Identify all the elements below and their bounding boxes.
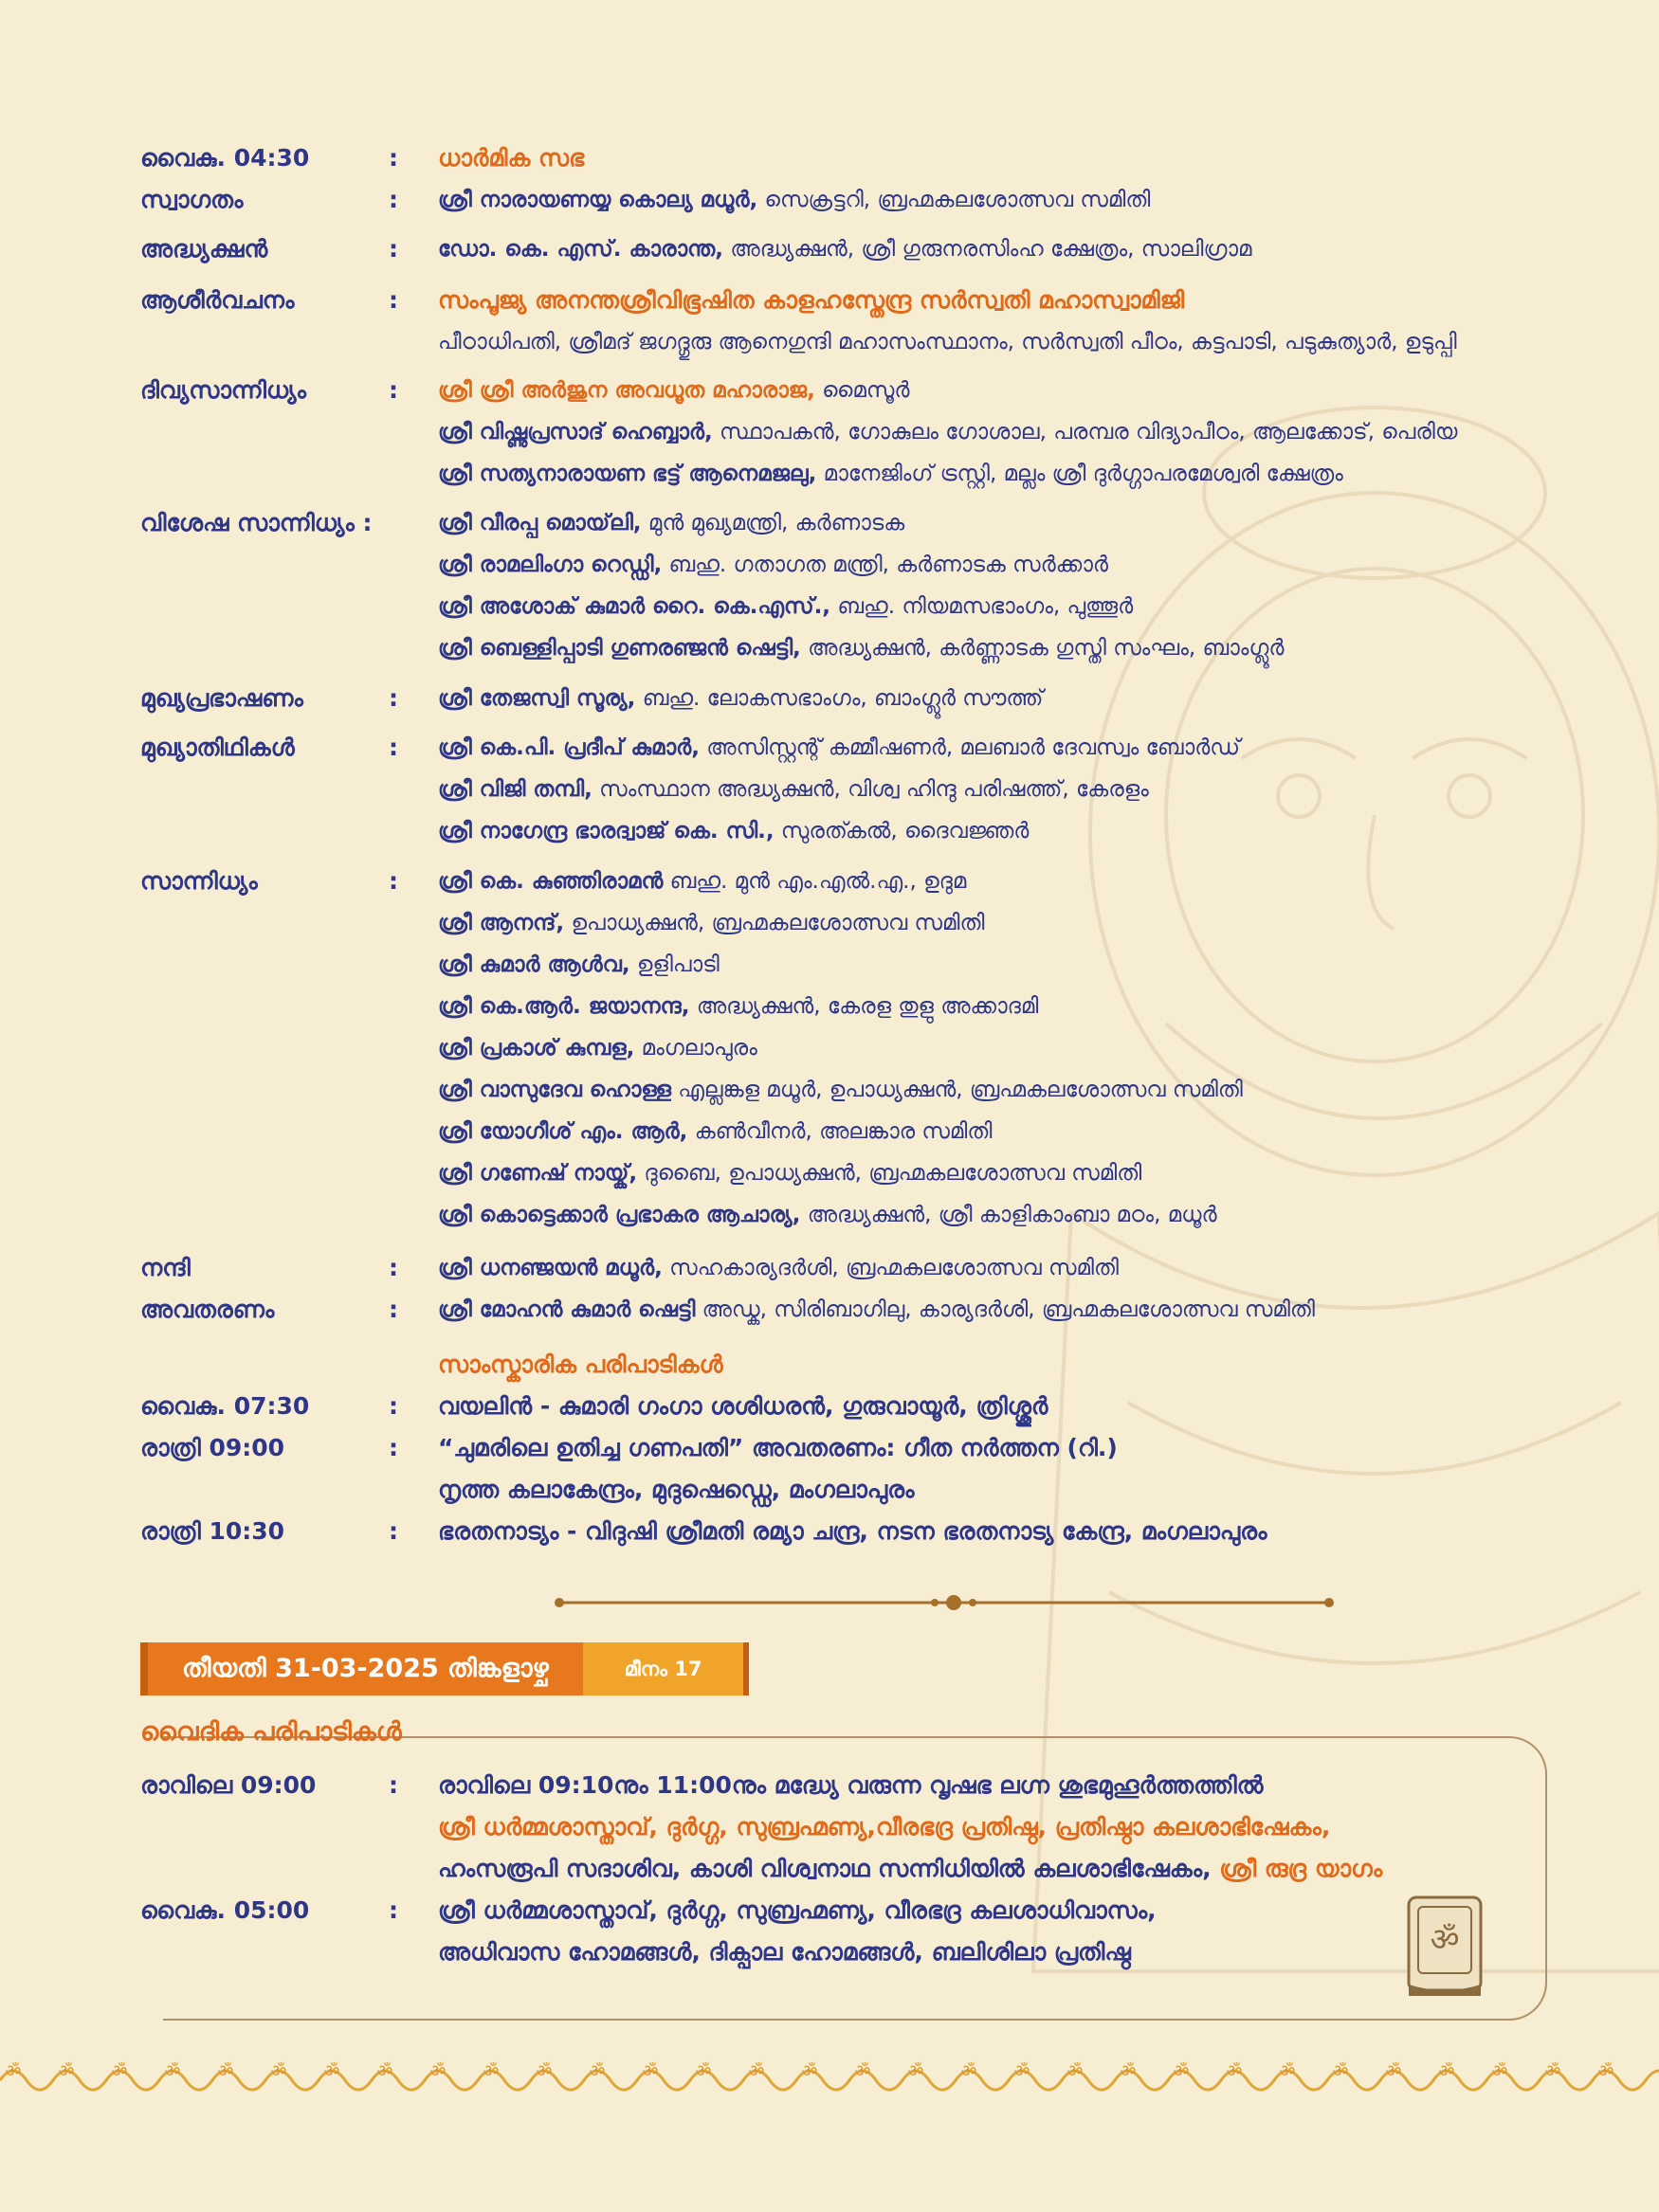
cultural-time-3: രാത്രി 10:30	[140, 1517, 285, 1545]
divya-name-2: ശ്രീ വിഷ്ണുപ്രസാദ് ഹെബ്ബാർ,	[438, 420, 713, 444]
vishesha-name-3: ശ്രീ അശോക് കുമാർ റൈ. കെ.എസ്.,	[438, 594, 831, 619]
malayalam-date: മീനം 17	[583, 1642, 750, 1695]
mukhyathithikal-row	[140, 727, 1562, 852]
vaidika-time-2: വൈകു. 05:00	[140, 1896, 310, 1924]
vaidika-text-1a: രാവിലെ 09:10നും 11:00നും മദ്ധ്യേ വരുന്ന വൃഷഭ ലഗ്ന ശുഭമുഹൂർത്തത്തിൽ	[438, 1771, 1264, 1799]
colon: :	[389, 734, 398, 761]
divya-name-1: ശ്രീ ശ്രീ അർജുന അവധൂത മഹാരാജ,	[438, 378, 815, 403]
colon: :	[389, 684, 398, 712]
om-glyph: ॐ	[960, 2061, 977, 2081]
om-glyph: ॐ	[854, 2061, 871, 2081]
vaidika-row-2	[140, 1890, 1562, 1973]
nanni-desc: സഹകാര്യദർശി, ബ്രഹ്മകലശോത്സവ സമിതി	[662, 1256, 1120, 1280]
sannidhyam-desc-4: അദ്ധ്യക്ഷൻ, കേരള തുളു അക്കാദമി	[689, 994, 1039, 1019]
divya-desc-3: മാനേജിംഗ് ട്രസ്റ്റി, മല്ലം ശ്രീ ദുർഗ്ഗാപരമേശ്വരി ക്ഷേത്രം	[816, 462, 1343, 486]
om-glyph: ॐ	[907, 2061, 924, 2081]
om-glyph: ॐ	[1226, 2061, 1243, 2081]
vaidika-text-2b: അധിവാസ ഹോമങ്ങൾ, ദിക്പാല ഹോമങ്ങൾ, ബലിശിലാ പ്രതിഷ്ഠ	[438, 1938, 1131, 1966]
date-bar	[140, 1642, 749, 1695]
om-glyph: ॐ	[483, 2061, 500, 2081]
sannidhyam-name-9: ശ്രീ കൊട്ടെക്കാർ പ്രഭാകര ആചാര്യ,	[438, 1203, 801, 1227]
vishesha-label: വിശേഷ സാന്നിധ്യം :	[140, 509, 373, 536]
om-glyph: ॐ	[1597, 2061, 1614, 2081]
colon: :	[389, 1517, 398, 1545]
mukhyathithikal-label: മുഖ്യാതിഥികൾ	[140, 734, 295, 761]
adhyakshan-label: അദ്ധ്യക്ഷൻ	[140, 235, 268, 263]
vaidika-title: വൈദിക പരിപാടികൾ	[140, 1717, 402, 1747]
swagatham-row	[140, 179, 1562, 221]
colon: :	[389, 867, 398, 895]
sannidhyam-desc-1: ബഹു. മുൻ എം.എൽ.എ., ഉദുമ	[663, 869, 967, 894]
om-glyph: ॐ	[589, 2061, 606, 2081]
mukhyathithi-name-2: ശ്രീ വിജി തമ്പി,	[438, 777, 592, 802]
om-glyph: ॐ	[164, 2061, 181, 2081]
om-glyph: ॐ	[1120, 2061, 1137, 2081]
om-glyph: ॐ	[1332, 2061, 1349, 2081]
cultural-text-3: ഭരതനാട്യം - വിദുഷി ശ്രീമതി രമ്യാ ചന്ദ്ര, നടന ഭരതനാട്യ കേന്ദ്ര, മംഗലാപുരം	[438, 1517, 1267, 1545]
om-glyph: ॐ	[1066, 2061, 1084, 2081]
divyasannidhyam-row	[140, 370, 1562, 495]
asheervachanam-name: സംപൂജ്യ അനന്തശ്രീവിഭൂഷിത കാളഹസ്തേന്ദ്ര സർസ്വതി മഹാസ്വാമിജി	[438, 286, 1185, 314]
cultural-title: സാംസ്കാരിക പരിപാടികൾ	[438, 1351, 723, 1378]
vishesha-name-4: ശ്രീ ബെള്ളിപ്പാടി ഗുണരഞ്ജൻ ഷെട്ടി,	[438, 636, 801, 661]
colon: :	[389, 235, 398, 263]
mukhyaprabhashanam-name: ശ്രീ തേജസ്വി സൂര്യ,	[438, 686, 636, 711]
swagatham-name: ശ്രീ നാരായണയ്യ കൊല്യ മധൂർ,	[438, 188, 758, 212]
vishesha-desc-3: ബഹു. നിയമസഭാംഗം, പുത്തൂർ	[830, 594, 1134, 619]
cultural-time-1: വൈകു. 07:30	[140, 1392, 310, 1420]
om-border-icon	[0, 2052, 1659, 2109]
mukhyathithi-name-3: ശ്രീ നാഗേന്ദ്ര ഭാരദ്വാജ് കെ. സി.,	[438, 819, 775, 843]
sannidhyam-name-2: ശ്രീ ആനന്ദ്,	[438, 911, 565, 935]
om-glyph: ॐ	[58, 2061, 75, 2081]
om-glyph: ॐ	[217, 2061, 234, 2081]
sannidhyam-desc-9: അദ്ധ്യക്ഷൻ, ശ്രീ കാളികാംബാ മഠം, മധൂർ	[800, 1203, 1217, 1227]
sannidhyam-desc-8: ദുബൈ, ഉപാധ്യക്ഷൻ, ബ്രഹ്മകലശോത്സവ സമിതി	[637, 1161, 1142, 1186]
vaidika-row-1	[140, 1765, 1562, 1890]
sannidhyam-name-6: ശ്രീ വാസുദേവ ഹൊള്ള	[438, 1078, 671, 1102]
om-glyph: ॐ	[748, 2061, 765, 2081]
nanni-label: നന്ദി	[140, 1254, 191, 1281]
mukhyathithi-desc-1: അസിസ്റ്റന്റ് കമ്മീഷണർ, മലബാർ ദേവസ്വം ബോർഡ്	[699, 735, 1241, 760]
cultural-text-1: വയലിൻ - കുമാരി ഗംഗാ ശശിധരൻ, ഗുരുവായൂർ, ത്രിശ്ശൂർ	[438, 1392, 1048, 1420]
vishesha-desc-4: അദ്ധ്യക്ഷൻ, കർണ്ണാടക ഗുസ്തി സംഘം, ബാംഗ്ലൂർ	[800, 636, 1285, 661]
colon: :	[389, 1434, 398, 1461]
om-glyph: ॐ	[111, 2061, 128, 2081]
vaidika-text-1b: ശ്രീ ധർമ്മശാസ്താവ്, ദുർഗ്ഗ, സുബ്രഹ്മണ്യ,വീരഭദ്ര പ്രതിഷ്ഠ, പ്രതിഷ്ഠാ കലശാഭിഷേകം,	[438, 1813, 1331, 1840]
om-glyph: ॐ	[429, 2061, 447, 2081]
om-book-icon	[1403, 1894, 1486, 2000]
colon: :	[389, 1296, 398, 1323]
mukhyaprabhashanam-row	[140, 678, 1562, 719]
sannidhyam-name-8: ശ്രീ ഗണേഷ് നായ്ക്,	[438, 1161, 638, 1186]
mukhyathithi-desc-3: സുരത്കൽ, ദൈവജ്ഞർ	[774, 819, 1030, 843]
swagatham-desc: സെക്രട്ടറി, ബ്രഹ്മകലശോത്സവ സമിതി	[757, 188, 1151, 212]
mukhyaprabhashanam-label: മുഖ്യപ്രഭാഷണം	[140, 684, 303, 712]
om-glyph: ॐ	[1279, 2061, 1296, 2081]
om-glyph: ॐ	[376, 2061, 393, 2081]
avatharanam-row	[140, 1289, 1562, 1331]
om-glyph: ॐ	[1491, 2061, 1508, 2081]
mukhyathithi-desc-2: സംസ്ഥാന അദ്ധ്യക്ഷൻ, വിശ്വ ഹിന്ദു പരിഷത്ത്, കേരളം	[592, 777, 1149, 802]
vaidika-text-2a: ശ്രീ ധർമ്മശാസ്താവ്, ദുർഗ്ഗ, സുബ്രഹ്മണ്യ, വീരഭദ്ര കലശാധിവാസം,	[438, 1896, 1157, 1924]
colon: :	[389, 1771, 398, 1799]
vishesha-name-2: ശ്രീ രാമലിംഗാ റെഡ്ഡി,	[438, 553, 663, 577]
colon: :	[389, 186, 398, 213]
sabha-header-row	[140, 137, 1562, 179]
om-glyph: ॐ	[695, 2061, 712, 2081]
colon: :	[389, 286, 398, 314]
om-glyph: ॐ	[1013, 2061, 1030, 2081]
colon: :	[389, 144, 398, 172]
om-glyph: ॐ	[323, 2061, 340, 2081]
cultural-row-1	[140, 1386, 1562, 1427]
date-text: തീയതി 31-03-2025 തിങ്കളാഴ്ച	[140, 1642, 583, 1695]
vishesha-desc-1: മുൻ മുഖ്യമന്ത്രി, കർണാടക	[641, 511, 905, 535]
colon: :	[389, 1392, 398, 1420]
asheervachanam-label: ആശീർവചനം	[140, 286, 295, 314]
vaidika-text-1c: ഹംസരൂപി സദാശിവ, കാശി വിശ്വനാഥ സന്നിധിയിൽ കലശാഭിഷേകം,	[438, 1855, 1212, 1882]
sannidhyam-label: സാന്നിധ്യം	[140, 867, 258, 895]
om-glyph: ॐ	[5, 2061, 22, 2081]
divya-desc-2: സ്ഥാപകൻ, ഗോകുലം ഗോശാല, പരമ്പര വിദ്യാപീഠം, ആലക്കോട്, പെരിയ	[712, 420, 1458, 444]
om-glyph: ॐ	[270, 2061, 287, 2081]
nanni-name: ശ്രീ ധനഞ്ജയൻ മധൂർ,	[438, 1256, 663, 1280]
mukhyaprabhashanam-desc: ബഹു. ലോകസഭാംഗം, ബാംഗ്ലൂർ സൗത്ത്	[635, 686, 1044, 711]
sabha-time: വൈകു. 04:30	[140, 144, 310, 172]
sannidhyam-name-4: ശ്രീ കെ.ആർ. ജയാനന്ദ,	[438, 994, 690, 1019]
vishesha-row	[140, 502, 1562, 669]
sabha-title: ധാർമിക സഭ	[438, 144, 585, 172]
cultural-text-2a: “ചുമരിലെ ഉതിച്ച ഗണപതി” അവതരണം: ഗീത നർത്തന (റി.)	[438, 1434, 1118, 1461]
avatharanam-label: അവതരണം	[140, 1296, 275, 1323]
asheervachanam-desc: പീഠാധിപതി, ശ്രീമദ് ജഗദ്ഗുരു ആനെഗുന്ദി മഹാസംസ്ഥാനം, സർസ്വതി പീഠം, കട്ടപാടി, പടുകുത്യാർ, ഉടുപ്പി	[438, 330, 1457, 354]
om-glyph: ॐ	[536, 2061, 553, 2081]
colon: :	[389, 376, 398, 404]
divya-name-3: ശ്രീ സത്യനാരായണ ഭട്ട് ആനെമജലു,	[438, 462, 817, 486]
om-glyph: ॐ	[1385, 2061, 1402, 2081]
sannidhyam-name-3: ശ്രീ കുമാർ ആൾവ,	[438, 952, 630, 977]
vaidika-text-1d: ശ്രീ രുദ്ര യാഗം	[1211, 1855, 1383, 1882]
sannidhyam-desc-7: കൺവീനർ, അലങ്കാര സമിതി	[687, 1119, 993, 1144]
vaidika-time-1: രാവിലെ 09:00	[140, 1771, 317, 1799]
adhyakshan-desc: അദ്ധ്യക്ഷൻ, ശ്രീ ഗുരുനരസിംഹ ക്ഷേത്രം, സാലിഗ്രാമ	[723, 237, 1252, 262]
colon: :	[389, 1896, 398, 1924]
cultural-row-3	[140, 1511, 1562, 1552]
om-glyph: ॐ	[1438, 2061, 1455, 2081]
sannidhyam-name-5: ശ്രീ പ്രകാശ് കുമ്പള,	[438, 1036, 635, 1061]
sannidhyam-name-1: ശ്രീ കെ. കുഞ്ഞിരാമൻ	[438, 869, 664, 894]
vishesha-name-1: ശ്രീ വീരപ്പ മൊയ്‌ലി,	[438, 511, 642, 535]
avatharanam-name: ശ്രീ മോഹൻ കുമാർ ഷെട്ടി	[438, 1297, 696, 1322]
sannidhyam-name-7: ശ്രീ യോഗീശ് എം. ആർ,	[438, 1119, 688, 1144]
avatharanam-desc: അഡ്ക, സിരിബാഗിലു, കാര്യദർശി, ബ്രഹ്മകലശോത്സവ സമിതി	[695, 1297, 1315, 1322]
adhyakshan-row	[140, 228, 1562, 270]
divya-desc-1: മൈസൂർ	[814, 378, 910, 403]
om-glyph: ॐ	[642, 2061, 659, 2081]
ornament-divider	[550, 1593, 1339, 1612]
adhyakshan-name: ഡോ. കെ. എസ്. കാരാന്ത,	[438, 237, 724, 262]
nanni-row	[140, 1247, 1562, 1289]
asheervachanam-row	[140, 280, 1562, 363]
cultural-time-2: രാത്രി 09:00	[140, 1434, 285, 1461]
om-glyph: ॐ	[1544, 2061, 1561, 2081]
swagatham-label: സ്വാഗതം	[140, 186, 244, 213]
cultural-header-row	[140, 1344, 1562, 1386]
sannidhyam-desc-3: ഉളിപാടി	[629, 952, 720, 977]
cultural-text-2b: നൃത്ത കലാകേന്ദ്രം, മുദുഷെഡ്ഡെ, മംഗലാപുരം	[438, 1476, 915, 1503]
cultural-row-2	[140, 1427, 1562, 1511]
sannidhyam-desc-6: എല്ലങ്കള മധൂർ, ഉപാധ്യക്ഷൻ, ബ്രഹ്മകലശോത്സവ സമിതി	[670, 1078, 1243, 1102]
sannidhyam-desc-5: മംഗലാപുരം	[634, 1036, 757, 1061]
om-glyph: ॐ	[1173, 2061, 1190, 2081]
sannidhyam-desc-2: ഉപാധ്യക്ഷൻ, ബ്രഹ്മകലശോത്സവ സമിതി	[564, 911, 985, 935]
sannidhyam-row	[140, 861, 1562, 1236]
om-glyph: ॐ	[801, 2061, 818, 2081]
svg-text:ॐ: ॐ	[1430, 1921, 1460, 1959]
mukhyathithi-name-1: ശ്രീ കെ.പി. പ്രദീപ് കുമാർ,	[438, 735, 700, 760]
divyasannidhyam-label: ദിവ്യസാന്നിധ്യം	[140, 376, 306, 404]
colon: :	[389, 1254, 398, 1281]
vishesha-desc-2: ബഹു. ഗതാഗത മന്ത്രി, കർണാടക സർക്കാർ	[662, 553, 1108, 577]
